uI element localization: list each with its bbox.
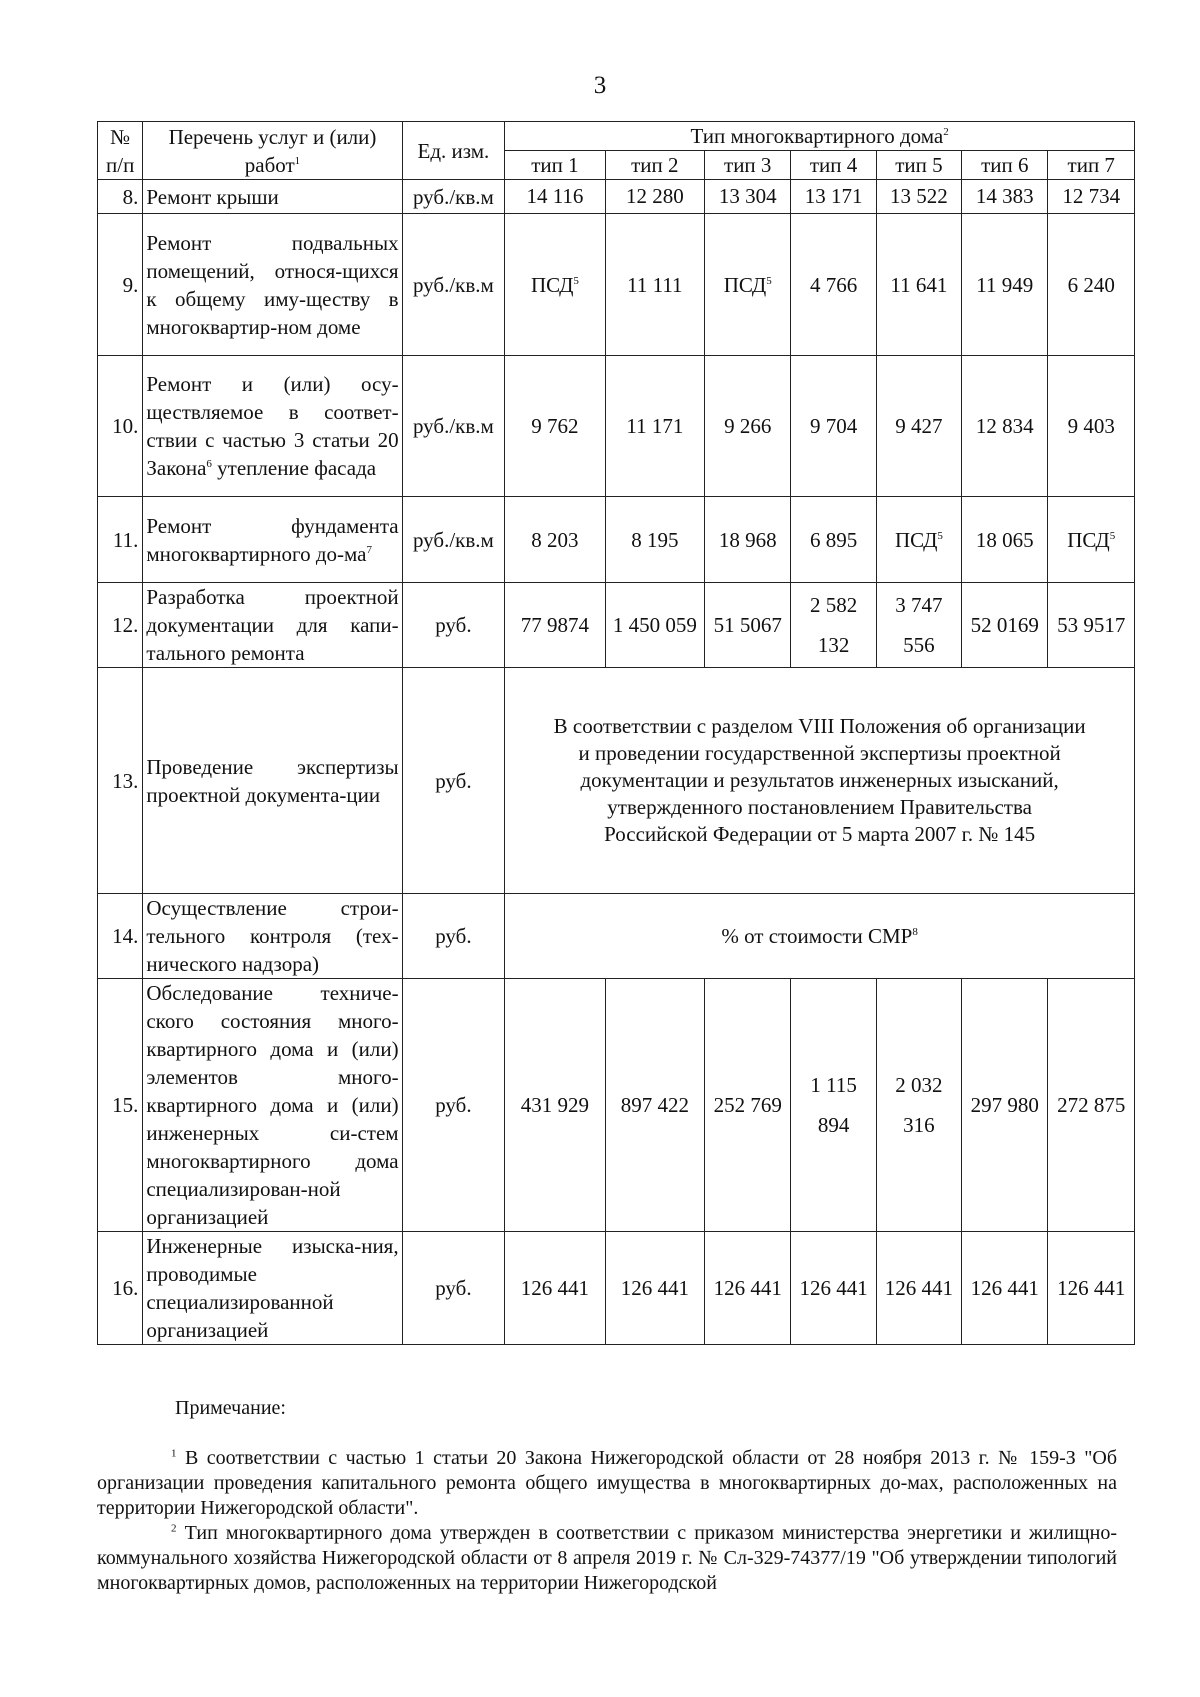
value-cell: 126 441 xyxy=(876,1232,961,1345)
value-text: ПСД xyxy=(894,527,938,552)
value-text: ПСД xyxy=(1067,527,1110,552)
footnote-ref: 6 xyxy=(206,458,212,470)
value-cell: 12 834 xyxy=(962,356,1048,497)
value-cell: 897 422 xyxy=(605,979,704,1232)
row-name xyxy=(143,497,402,583)
row-name: Разработка проектной документации для капи-тального ремонта xyxy=(143,583,402,668)
row-unit: руб. xyxy=(402,668,505,894)
value-cell: 14 383 xyxy=(962,180,1048,214)
row-name-part: Ремонт фундамента многоквартирного до-ма xyxy=(146,513,399,566)
table-row xyxy=(98,214,1135,356)
row-unit: руб. xyxy=(402,979,505,1232)
row-unit: руб./кв.м xyxy=(402,214,505,356)
footnote-ref: 8 xyxy=(912,926,918,938)
footnote-1 xyxy=(97,1446,1117,1521)
table-row xyxy=(98,979,1135,1232)
value-cell: 126 441 xyxy=(605,1232,704,1345)
footnote-2-text: Тип многоквартирного дома утвержден в соответствии с приказом министерства энергетики и жилищно-коммунального хозяйства Нижегородской области от 8 апреля 2019 г. № Сл-329-74377/19 "Об утверждении типологий многоквартирных домов, расположенных на территории Нижегородской xyxy=(97,1522,1118,1594)
value-cell xyxy=(705,214,791,356)
table-row xyxy=(98,497,1135,583)
value-cell xyxy=(505,214,605,356)
value-cell: 1 450 059 xyxy=(605,583,704,668)
row-number: 8. xyxy=(98,180,143,214)
value-cell: 53 9517 xyxy=(1048,583,1135,668)
value-cell: 18 065 xyxy=(962,497,1048,583)
value-cell: 18 968 xyxy=(705,497,791,583)
footnote-ref: 5 xyxy=(573,274,579,287)
header-unit: Ед. изм. xyxy=(402,122,505,180)
row-name: Ремонт подвальных помещений, относя-щихся к общему иму-ществу в многоквартир-ном доме xyxy=(143,214,402,356)
value-cell: 11 949 xyxy=(962,214,1048,356)
row-unit: руб. xyxy=(402,583,505,668)
header-house-type xyxy=(505,122,1135,151)
header-num-line1: № xyxy=(110,124,131,149)
row-unit: руб./кв.м xyxy=(402,497,505,583)
header-num xyxy=(98,122,143,180)
footnote-ref: 7 xyxy=(366,543,373,556)
table-row xyxy=(98,180,1135,214)
merged-value-cell xyxy=(505,894,1135,979)
value-cell: 9 704 xyxy=(791,356,876,497)
value-cell: 126 441 xyxy=(705,1232,791,1345)
row-name xyxy=(143,356,402,497)
row-number: 12. xyxy=(98,583,143,668)
value-cell: 8 203 xyxy=(505,497,605,583)
value-cell: 4 766 xyxy=(791,214,876,356)
row-number: 16. xyxy=(98,1232,143,1345)
table-row xyxy=(98,583,1135,668)
value-cell: 51 5067 xyxy=(705,583,791,668)
header-row-1 xyxy=(98,122,1135,151)
notes-section xyxy=(97,1396,1117,1421)
header-house-type-label: Тип многоквартирного дома xyxy=(690,124,944,148)
value-cell: 77 9874 xyxy=(505,583,605,668)
value-cell: 2 032 316 xyxy=(876,979,961,1232)
row-unit: руб./кв.м xyxy=(402,180,505,214)
value-text: ПСД xyxy=(723,272,767,297)
value-cell: 12 734 xyxy=(1048,180,1135,214)
row-name: Инженерные изыска-ния, проводимые специализированной организацией xyxy=(143,1232,402,1345)
row-unit: руб. xyxy=(402,1232,505,1345)
footnotes xyxy=(97,1446,1117,1596)
header-services xyxy=(143,122,402,180)
row-number: 11. xyxy=(98,497,143,583)
notes-title: Примечание: xyxy=(175,1397,286,1419)
type-header: тип 3 xyxy=(705,151,791,180)
value-cell: 252 769 xyxy=(705,979,791,1232)
value-cell: 12 280 xyxy=(605,180,704,214)
footnote-ref: 5 xyxy=(1109,529,1116,542)
value-cell: 13 522 xyxy=(876,180,961,214)
type-header: тип 5 xyxy=(876,151,961,180)
value-cell: 6 240 xyxy=(1048,214,1135,356)
value-cell: 126 441 xyxy=(1048,1232,1135,1345)
row-number: 9. xyxy=(98,214,143,356)
value-cell: 126 441 xyxy=(791,1232,876,1345)
table-row xyxy=(98,356,1135,497)
footnote-2 xyxy=(97,1521,1117,1596)
type-header: тип 1 xyxy=(505,151,605,180)
value-cell: 8 195 xyxy=(605,497,704,583)
row-number: 10. xyxy=(98,356,143,497)
value-cell: 126 441 xyxy=(962,1232,1048,1345)
row-name: Проведение экспертизы проектной документа-ции xyxy=(143,668,402,894)
footnote-ref: 5 xyxy=(766,274,772,287)
type-header: тип 2 xyxy=(605,151,704,180)
table-row xyxy=(98,668,1135,894)
merged-value-text: % от стоимости СМР xyxy=(721,924,913,948)
row-name-part: утепление фасада xyxy=(211,456,377,480)
value-cell: 14 116 xyxy=(505,180,605,214)
value-cell: 431 929 xyxy=(505,979,605,1232)
value-cell: 11 111 xyxy=(605,214,704,356)
row-name-part: Ремонт и (или) осу-ществляемое в соответ-ствии с частью 3 статьи 20 Закона xyxy=(146,372,399,480)
value-cell xyxy=(876,497,961,583)
header-num-line2: п/п xyxy=(106,152,135,177)
value-cell: 11 641 xyxy=(876,214,961,356)
services-cost-table xyxy=(97,121,1135,1345)
value-cell: 9 762 xyxy=(505,356,605,497)
value-cell: 13 171 xyxy=(791,180,876,214)
page-number: 3 xyxy=(593,72,607,99)
value-cell: 52 0169 xyxy=(962,583,1048,668)
value-cell: 9 427 xyxy=(876,356,961,497)
footnote-marker: 2 xyxy=(171,1522,177,1535)
row-name: Ремонт крыши xyxy=(143,180,402,214)
value-cell: 272 875 xyxy=(1048,979,1135,1232)
type-header: тип 6 xyxy=(962,151,1048,180)
value-cell xyxy=(1048,497,1135,583)
value-cell: 9 266 xyxy=(705,356,791,497)
footnote-ref: 5 xyxy=(937,529,943,542)
value-cell: 9 403 xyxy=(1048,356,1135,497)
row-unit: руб. xyxy=(402,894,505,979)
header-services-label: Перечень услуг и (или) работ xyxy=(168,124,377,177)
value-cell: 11 171 xyxy=(605,356,704,497)
footnote-ref: 1 xyxy=(294,154,301,167)
value-cell: 2 582 132 xyxy=(791,583,876,668)
row-name: Обследование техниче-ского состояния много-квартирного дома и (или) элементов много-квартирного дома и (или) инженерных си-стем многоквартирного дома специализирован-ной организацией xyxy=(143,979,402,1232)
row-number: 15. xyxy=(98,979,143,1232)
footnote-1-text: В соответствии с частью 1 статьи 20 Закона Нижегородской области от 28 ноября 2013 г. № 159-З "Об организации проведения капитального ремонта общего имущества в многоквартирных до-мах, расположенных на территории Нижегородской области". xyxy=(97,1447,1118,1519)
merged-value-cell: В соответствии с разделом VIII Положения об организации и проведении государственной экспертизы проектной документации и результатов инженерных изысканий, утвержденного постановлением Правительства Российской Федерации от 5 марта 2007 г. № 145 xyxy=(505,668,1135,894)
value-cell: 297 980 xyxy=(962,979,1048,1232)
footnote-marker: 1 xyxy=(171,1447,177,1460)
row-unit: руб./кв.м xyxy=(402,356,505,497)
table-row xyxy=(98,1232,1135,1345)
row-name: Осуществление строи-тельного контроля (тех-нического надзора) xyxy=(143,894,402,979)
value-cell: 1 115 894 xyxy=(791,979,876,1232)
value-cell: 13 304 xyxy=(705,180,791,214)
row-number: 13. xyxy=(98,668,143,894)
value-cell: 3 747 556 xyxy=(876,583,961,668)
table-row xyxy=(98,894,1135,979)
footnote-ref: 2 xyxy=(943,126,949,138)
type-header: тип 7 xyxy=(1048,151,1135,180)
value-text: ПСД xyxy=(530,272,574,297)
row-number: 14. xyxy=(98,894,143,979)
value-cell: 6 895 xyxy=(791,497,876,583)
value-cell: 126 441 xyxy=(505,1232,605,1345)
type-header: тип 4 xyxy=(791,151,876,180)
